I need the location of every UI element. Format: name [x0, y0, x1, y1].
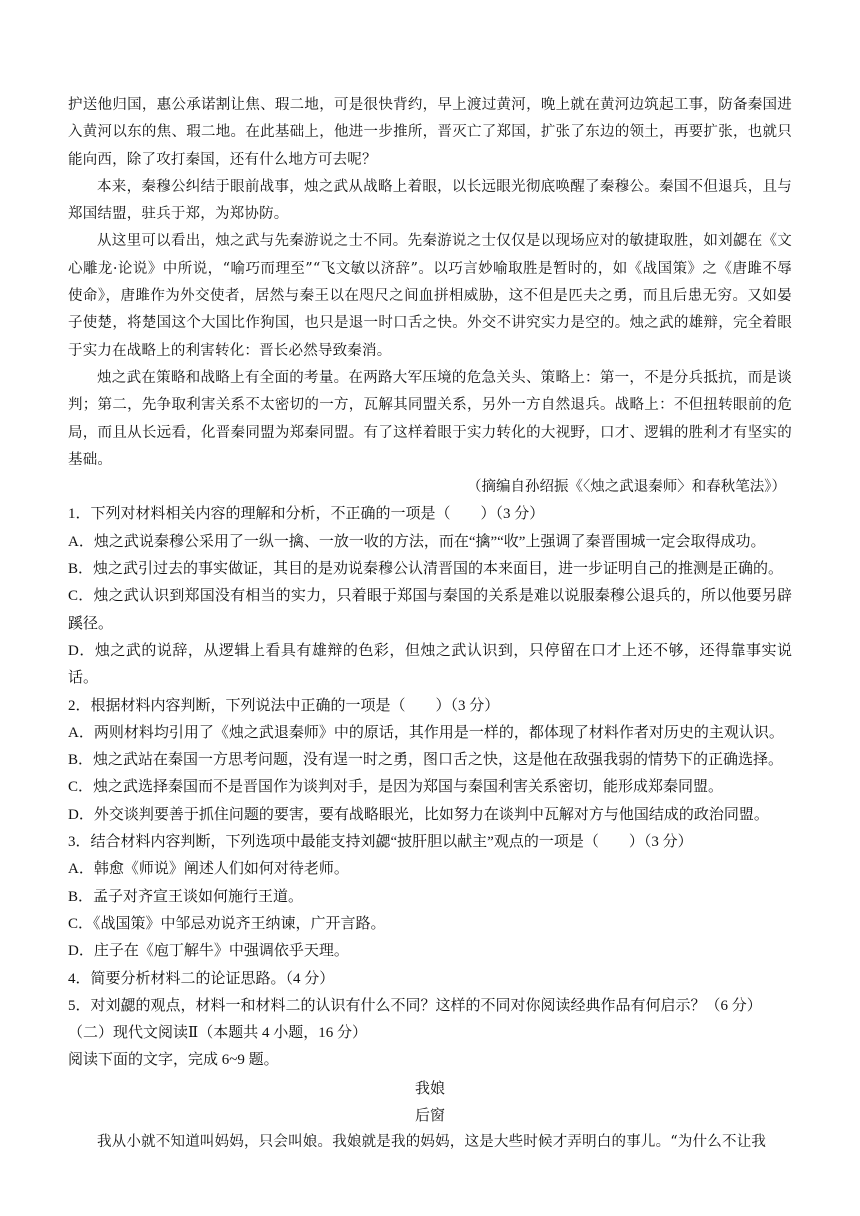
- source-citation: （摘编自孙绍振《〈烛之武退秦师〉和春秋笔法》）: [467, 479, 786, 496]
- question-1-option-c: C．烛之武认识到郑国没有相当的实力，只着眼于郑国与秦国的关系是难以说服秦穆公退兵的，所以他要另辟蹊径。: [68, 588, 792, 632]
- question-4: 4．简要分析材料二的论证思路。（4 分）: [68, 970, 335, 987]
- question-2: 2．根据材料内容判断，下列说法中正确的一项是（ ）（3 分）: [68, 697, 500, 714]
- material-paragraph-1: 护送他归国，惠公承诺割让焦、瑕二地，可是很快背约，早上渡过黄河，晚上就在黄河边筑起工事，防备秦国进入黄河以东的焦、瑕二地。在此基础上，他进一步推所，晋灭亡了郑国，扩张了东边的领土，再要扩张，也就只能向西，除了攻打秦国，还有什么地方可去呢？: [68, 97, 792, 168]
- question-2-option-b: B．烛之武站在秦国一方思考问题，没有逞一时之勇，图口舌之快，这是他在敌强我弱的情势下的正确选择。: [68, 752, 784, 769]
- question-2-option-c: C．烛之武选择秦国而不是晋国作为谈判对手，是因为郑国与秦国利害关系密切，能形成郑秦同盟。: [68, 779, 724, 796]
- question-3-option-d: D．庄子在《庖丁解牛》中强调依乎天理。: [68, 943, 349, 960]
- material-paragraph-2: 本来，秦穆公纠结于眼前战事，烛之武从战略上着眼，以长远眼光彻底唤醒了秦穆公。秦国不但退兵，且与郑国结盟，驻兵于郑，为郑协防。: [68, 178, 792, 223]
- section-instruction: 阅读下面的文字，完成 6~9 题。: [68, 1052, 279, 1069]
- question-1-option-d: D．烛之武的说辞，从逻辑上看具有雄辩的色彩，但烛之武认识到，只停留在口才上还不够，还得靠事实说话。: [68, 642, 792, 687]
- material-paragraph-3: 从这里可以看出，烛之武与先秦游说之士不同。先秦游说之士仅仅是以现场应对的敏捷取胜，如刘勰在《文心雕龙·论说》中所说，“喻巧而理至”“飞文敏以济辞”。以巧言妙喻取胜是暂时的，如《战国策》之《唐雎不辱使命》，唐雎作为外交使者，居然与秦王以在咫尺之间血拼相威胁，这不但是匹夫之勇，而且后患无穷。又如晏子使楚，将楚国这个大国比作狗国，也只是退一时口舌之快。外交不讲究实力是空的。烛之武的雄辩，完全着眼于实力在战略上的利害转化：晋长必然导致秦消。: [68, 233, 792, 359]
- question-5: 5．对刘勰的观点，材料一和材料二的认识有什么不同？这样的不同对你阅读经典作品有何启示？（6 分）: [68, 997, 762, 1014]
- question-2-option-d: D．外交谈判要善于抓住问题的要害，要有战略眼光，比如努力在谈判中瓦解对方与他国结成的政治同盟。: [68, 806, 769, 823]
- question-3-option-b: B．孟子对齐宣王谈如何施行王道。: [68, 888, 304, 905]
- content-column: [68, 92, 792, 1157]
- section-heading: （二）现代文阅读Ⅱ（本题共 4 小题，16 分）: [68, 1025, 367, 1042]
- question-3: 3．结合材料内容判断，下列选项中最能支持刘勰“披肝胆以献主”观点的一项是（ ）（3 分）: [68, 834, 693, 851]
- question-3-option-a: A．韩愈《师说》阐述人们如何对待老师。: [68, 861, 349, 878]
- story-author: 后窗: [414, 1105, 445, 1124]
- question-2-option-a: A．两则材料均引用了《烛之武退秦师》中的原话，其作用是一样的，都体现了材料作者对历史的主观认识。: [68, 724, 784, 741]
- question-1-option-a: A．烛之武说秦穆公采用了一纵一擒、一放一收的方法，而在“擒”“收”上强调了秦晋围城一定会取得成功。: [68, 533, 766, 550]
- material-paragraph-4: 烛之武在策略和战略上有全面的考量。在两路大军压境的危急关头、策略上：第一，不是分兵抵抗，而是谈判；第二，先争取利害关系不太密切的一方，瓦解其同盟关系，另外一方自然退兵。战略上：不但扭转眼前的危局，而且从长远看，化晋秦同盟为郑秦同盟。有了这样着眼于实力转化的大视野，口才、逻辑的胜利才有坚实的基础。: [68, 369, 792, 468]
- question-1: 1．下列对材料相关内容的理解和分析，不正确的一项是（ ）（3 分）: [68, 506, 545, 523]
- story-title: 我娘: [414, 1078, 445, 1097]
- question-3-option-c: C．《战国策》中邹忌劝说齐王纳谏，广开言路。: [68, 915, 386, 932]
- story-first-line: 我从小就不知道叫妈妈，只会叫娘。我娘就是我的妈妈，这是大些时候才弄明白的事儿。“为什么不让我: [97, 1134, 767, 1151]
- question-1-option-b: B．烛之武引过去的事实做证，其目的是劝说秦穆公认清晋国的本来面目，进一步证明自己的推测是正确的。: [68, 561, 784, 578]
